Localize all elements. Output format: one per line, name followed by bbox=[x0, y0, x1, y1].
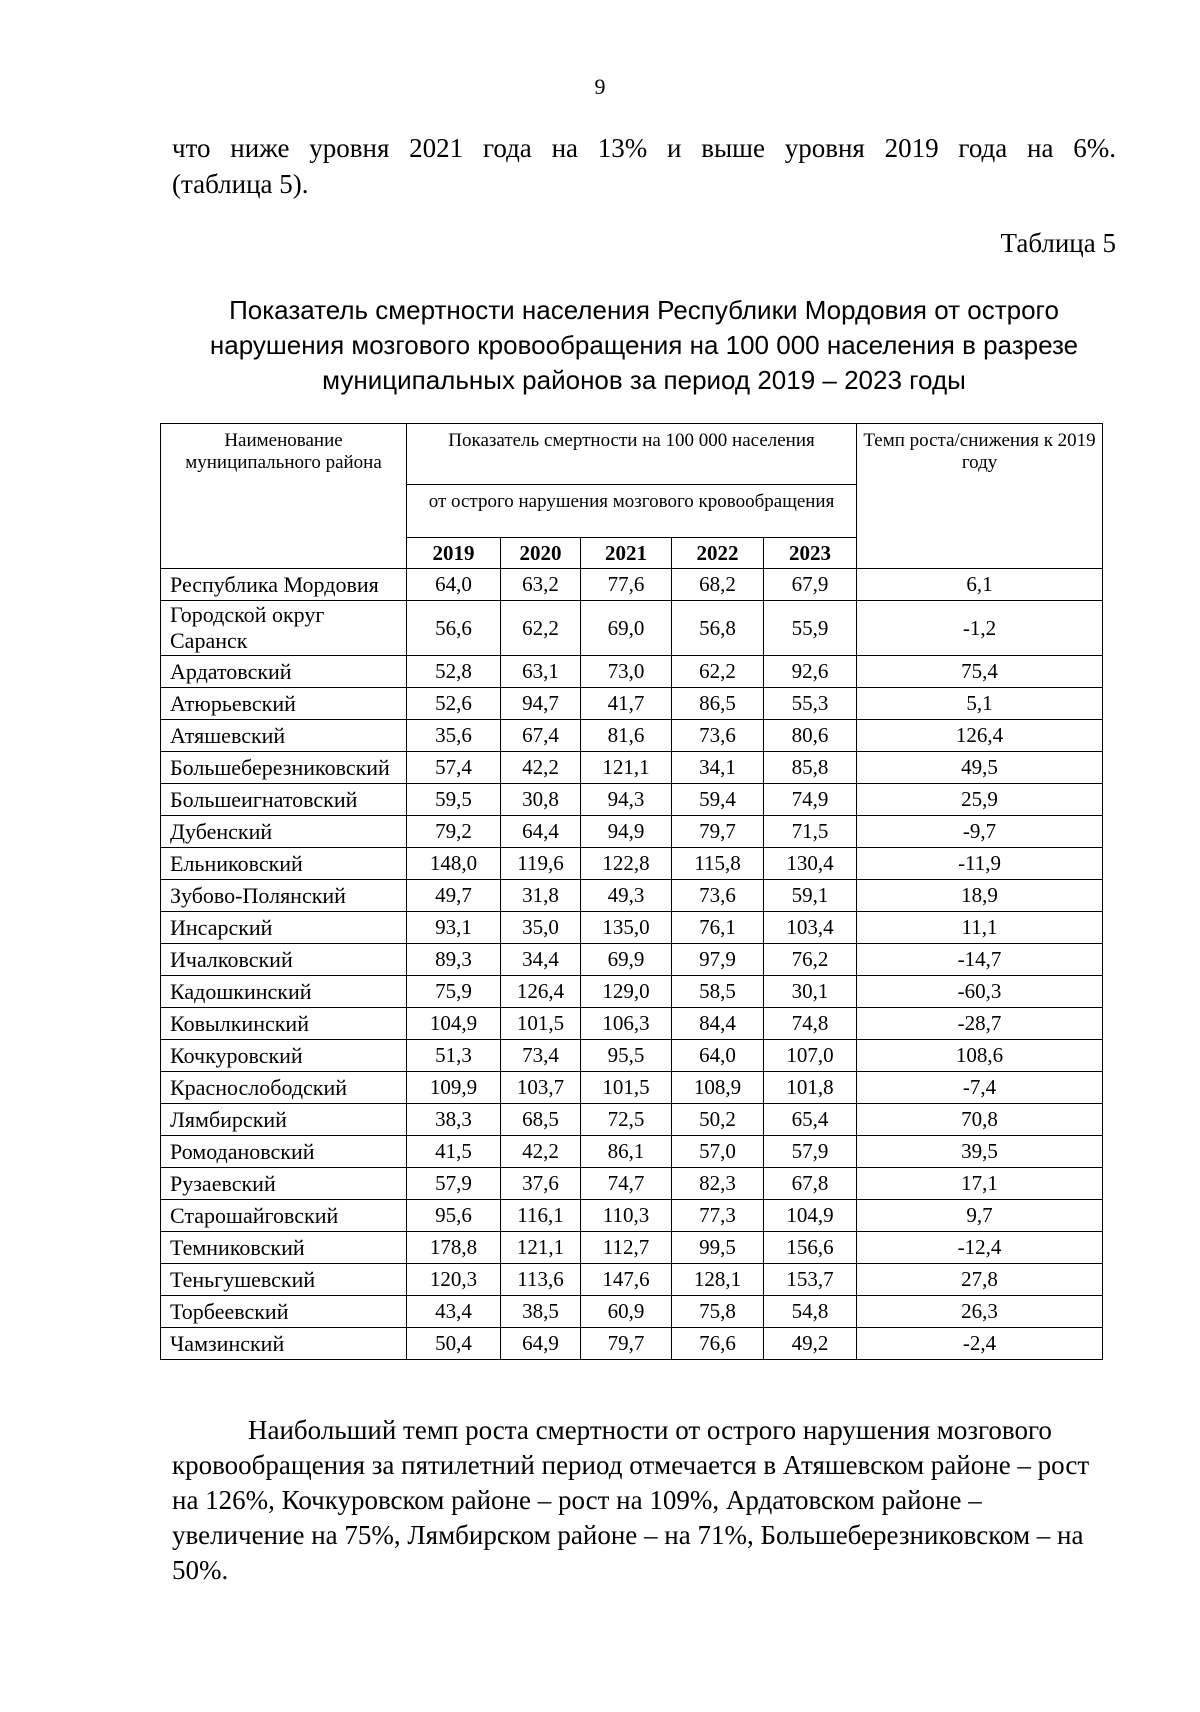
rate-cell: 75,4 bbox=[857, 656, 1103, 688]
value-cell-2020: 101,5 bbox=[501, 1008, 581, 1040]
district-name: Республика Мордовия bbox=[161, 569, 407, 601]
rate-cell: 11,1 bbox=[857, 912, 1103, 944]
table-row bbox=[161, 1264, 1103, 1296]
district-name: Краснослободский bbox=[161, 1072, 407, 1104]
value-cell-2019: 79,2 bbox=[407, 816, 501, 848]
value-cell-2023: 59,1 bbox=[764, 880, 857, 912]
value-cell-2021: 60,9 bbox=[581, 1296, 672, 1328]
rate-cell: -1,2 bbox=[857, 601, 1103, 656]
rate-cell: -11,9 bbox=[857, 848, 1103, 880]
value-cell-2022: 76,6 bbox=[672, 1328, 764, 1360]
rate-cell: 126,4 bbox=[857, 720, 1103, 752]
value-cell-2020: 42,2 bbox=[501, 1136, 581, 1168]
intro-line-2: (таблица 5). bbox=[172, 169, 309, 199]
district-name: Большеберезниковский bbox=[161, 752, 407, 784]
value-cell-2019: 148,0 bbox=[407, 848, 501, 880]
value-cell-2021: 69,0 bbox=[581, 601, 672, 656]
value-cell-2020: 42,2 bbox=[501, 752, 581, 784]
table-row bbox=[161, 816, 1103, 848]
table-row bbox=[161, 848, 1103, 880]
value-cell-2023: 130,4 bbox=[764, 848, 857, 880]
value-cell-2019: 109,9 bbox=[407, 1072, 501, 1104]
caption-line-2: нарушения мозгового кровообращения на 100 000 населения в разрезе bbox=[209, 330, 1079, 360]
value-cell-2022: 73,6 bbox=[672, 720, 764, 752]
value-cell-2019: 41,5 bbox=[407, 1136, 501, 1168]
header-district-name: Наименование муниципального района bbox=[161, 424, 407, 569]
value-cell-2023: 30,1 bbox=[764, 976, 857, 1008]
value-cell-2019: 35,6 bbox=[407, 720, 501, 752]
value-cell-2020: 64,4 bbox=[501, 816, 581, 848]
value-cell-2021: 86,1 bbox=[581, 1136, 672, 1168]
value-cell-2021: 95,5 bbox=[581, 1040, 672, 1072]
value-cell-2019: 178,8 bbox=[407, 1232, 501, 1264]
rate-cell: 25,9 bbox=[857, 784, 1103, 816]
rate-cell: -60,3 bbox=[857, 976, 1103, 1008]
value-cell-2019: 120,3 bbox=[407, 1264, 501, 1296]
value-cell-2022: 86,5 bbox=[672, 688, 764, 720]
district-name: Ковылкинский bbox=[161, 1008, 407, 1040]
value-cell-2021: 121,1 bbox=[581, 752, 672, 784]
rate-cell: 18,9 bbox=[857, 880, 1103, 912]
value-cell-2020: 62,2 bbox=[501, 601, 581, 656]
table-row bbox=[161, 1296, 1103, 1328]
district-name: Зубово-Полянский bbox=[161, 880, 407, 912]
value-cell-2019: 64,0 bbox=[407, 569, 501, 601]
value-cell-2023: 104,9 bbox=[764, 1200, 857, 1232]
district-name: Кадошкинский bbox=[161, 976, 407, 1008]
rate-cell: 39,5 bbox=[857, 1136, 1103, 1168]
district-name: Лямбирский bbox=[161, 1104, 407, 1136]
district-name: Кочкуровский bbox=[161, 1040, 407, 1072]
value-cell-2023: 67,9 bbox=[764, 569, 857, 601]
value-cell-2020: 34,4 bbox=[501, 944, 581, 976]
rate-cell: 6,1 bbox=[857, 569, 1103, 601]
value-cell-2023: 49,2 bbox=[764, 1328, 857, 1360]
value-cell-2022: 99,5 bbox=[672, 1232, 764, 1264]
district-name: Большеигнатовский bbox=[161, 784, 407, 816]
district-name: Ардатовский bbox=[161, 656, 407, 688]
conclusion-text: Наибольший темп роста смертности от острого нарушения мозгового кровообращения за пятилетний период отмечается в Атяшевском районе – рост на 126%, Кочкуровском районе – рост на 109%, Ардатовском районе – увеличение на 75%, Лямбирском районе – на 71%, Большеберезниковском – на 50%. bbox=[172, 1415, 1090, 1585]
mortality-table bbox=[160, 423, 1103, 1360]
district-name: Инсарский bbox=[161, 912, 407, 944]
rate-cell: 17,1 bbox=[857, 1168, 1103, 1200]
district-name: Теньгушевский bbox=[161, 1264, 407, 1296]
district-name: Дубенский bbox=[161, 816, 407, 848]
value-cell-2019: 57,4 bbox=[407, 752, 501, 784]
district-name: Рузаевский bbox=[161, 1168, 407, 1200]
value-cell-2020: 31,8 bbox=[501, 880, 581, 912]
value-cell-2020: 35,0 bbox=[501, 912, 581, 944]
table-row bbox=[161, 656, 1103, 688]
value-cell-2021: 94,3 bbox=[581, 784, 672, 816]
table-row bbox=[161, 688, 1103, 720]
table-row bbox=[161, 1232, 1103, 1264]
value-cell-2022: 58,5 bbox=[672, 976, 764, 1008]
value-cell-2022: 77,3 bbox=[672, 1200, 764, 1232]
table-row bbox=[161, 1040, 1103, 1072]
value-cell-2019: 51,3 bbox=[407, 1040, 501, 1072]
table-row bbox=[161, 569, 1103, 601]
value-cell-2023: 55,3 bbox=[764, 688, 857, 720]
value-cell-2021: 147,6 bbox=[581, 1264, 672, 1296]
rate-cell: -2,4 bbox=[857, 1328, 1103, 1360]
value-cell-2023: 92,6 bbox=[764, 656, 857, 688]
value-cell-2022: 59,4 bbox=[672, 784, 764, 816]
district-name: Чамзинский bbox=[161, 1328, 407, 1360]
table-row bbox=[161, 784, 1103, 816]
value-cell-2020: 68,5 bbox=[501, 1104, 581, 1136]
value-cell-2021: 112,7 bbox=[581, 1232, 672, 1264]
header-year-2021: 2021 bbox=[581, 538, 672, 569]
rate-cell: -12,4 bbox=[857, 1232, 1103, 1264]
value-cell-2020: 103,7 bbox=[501, 1072, 581, 1104]
value-cell-2020: 116,1 bbox=[501, 1200, 581, 1232]
value-cell-2020: 121,1 bbox=[501, 1232, 581, 1264]
value-cell-2020: 67,4 bbox=[501, 720, 581, 752]
rate-cell: 27,8 bbox=[857, 1264, 1103, 1296]
value-cell-2022: 97,9 bbox=[672, 944, 764, 976]
header-year-2022: 2022 bbox=[672, 538, 764, 569]
caption-line-3: муниципальных районов за период 2019 – 2023 годы bbox=[322, 365, 966, 395]
intro-paragraph bbox=[172, 130, 1116, 202]
value-cell-2023: 55,9 bbox=[764, 601, 857, 656]
value-cell-2022: 75,8 bbox=[672, 1296, 764, 1328]
value-cell-2021: 49,3 bbox=[581, 880, 672, 912]
value-cell-2021: 41,7 bbox=[581, 688, 672, 720]
value-cell-2022: 82,3 bbox=[672, 1168, 764, 1200]
value-cell-2022: 62,2 bbox=[672, 656, 764, 688]
value-cell-2022: 68,2 bbox=[672, 569, 764, 601]
value-cell-2020: 30,8 bbox=[501, 784, 581, 816]
rate-cell: 49,5 bbox=[857, 752, 1103, 784]
value-cell-2023: 80,6 bbox=[764, 720, 857, 752]
value-cell-2019: 52,6 bbox=[407, 688, 501, 720]
value-cell-2022: 64,0 bbox=[672, 1040, 764, 1072]
value-cell-2020: 38,5 bbox=[501, 1296, 581, 1328]
value-cell-2022: 34,1 bbox=[672, 752, 764, 784]
value-cell-2023: 76,2 bbox=[764, 944, 857, 976]
value-cell-2021: 77,6 bbox=[581, 569, 672, 601]
rate-cell: -9,7 bbox=[857, 816, 1103, 848]
district-name: Темниковский bbox=[161, 1232, 407, 1264]
header-year-2019: 2019 bbox=[407, 538, 501, 569]
value-cell-2023: 57,9 bbox=[764, 1136, 857, 1168]
value-cell-2023: 67,8 bbox=[764, 1168, 857, 1200]
value-cell-2021: 79,7 bbox=[581, 1328, 672, 1360]
value-cell-2021: 81,6 bbox=[581, 720, 672, 752]
district-name: Городской округ Саранск bbox=[161, 601, 407, 656]
value-cell-2022: 108,9 bbox=[672, 1072, 764, 1104]
value-cell-2019: 59,5 bbox=[407, 784, 501, 816]
value-cell-2022: 76,1 bbox=[672, 912, 764, 944]
header-year-2023: 2023 bbox=[764, 538, 857, 569]
header-subgroup: от острого нарушения мозгового кровообращения bbox=[407, 485, 857, 538]
district-name: Ромодановский bbox=[161, 1136, 407, 1168]
value-cell-2021: 72,5 bbox=[581, 1104, 672, 1136]
rate-cell: 70,8 bbox=[857, 1104, 1103, 1136]
value-cell-2019: 95,6 bbox=[407, 1200, 501, 1232]
value-cell-2020: 37,6 bbox=[501, 1168, 581, 1200]
value-cell-2022: 50,2 bbox=[672, 1104, 764, 1136]
table-row bbox=[161, 1136, 1103, 1168]
header-rate: Темп роста/снижения к 2019 году bbox=[857, 424, 1103, 569]
district-name: Атяшевский bbox=[161, 720, 407, 752]
table-row bbox=[161, 944, 1103, 976]
value-cell-2021: 69,9 bbox=[581, 944, 672, 976]
value-cell-2023: 71,5 bbox=[764, 816, 857, 848]
district-name: Ельниковский bbox=[161, 848, 407, 880]
district-name: Торбеевский bbox=[161, 1296, 407, 1328]
table-row bbox=[161, 720, 1103, 752]
rate-cell: 108,6 bbox=[857, 1040, 1103, 1072]
table-row bbox=[161, 880, 1103, 912]
rate-cell: 9,7 bbox=[857, 1200, 1103, 1232]
value-cell-2020: 94,7 bbox=[501, 688, 581, 720]
value-cell-2019: 52,8 bbox=[407, 656, 501, 688]
value-cell-2021: 122,8 bbox=[581, 848, 672, 880]
table-row bbox=[161, 601, 1103, 656]
district-name: Старошайговский bbox=[161, 1200, 407, 1232]
value-cell-2023: 85,8 bbox=[764, 752, 857, 784]
value-cell-2020: 113,6 bbox=[501, 1264, 581, 1296]
value-cell-2019: 75,9 bbox=[407, 976, 501, 1008]
table-row bbox=[161, 1328, 1103, 1360]
value-cell-2023: 54,8 bbox=[764, 1296, 857, 1328]
value-cell-2021: 129,0 bbox=[581, 976, 672, 1008]
value-cell-2023: 65,4 bbox=[764, 1104, 857, 1136]
table-row bbox=[161, 1072, 1103, 1104]
rate-cell: 26,3 bbox=[857, 1296, 1103, 1328]
value-cell-2020: 126,4 bbox=[501, 976, 581, 1008]
value-cell-2022: 115,8 bbox=[672, 848, 764, 880]
table-row bbox=[161, 912, 1103, 944]
rate-cell: -14,7 bbox=[857, 944, 1103, 976]
value-cell-2023: 103,4 bbox=[764, 912, 857, 944]
page-number: 9 bbox=[594, 74, 606, 99]
value-cell-2023: 101,8 bbox=[764, 1072, 857, 1104]
value-cell-2019: 49,7 bbox=[407, 880, 501, 912]
value-cell-2019: 89,3 bbox=[407, 944, 501, 976]
table-row bbox=[161, 1200, 1103, 1232]
value-cell-2023: 156,6 bbox=[764, 1232, 857, 1264]
value-cell-2022: 79,7 bbox=[672, 816, 764, 848]
value-cell-2022: 56,8 bbox=[672, 601, 764, 656]
table-caption bbox=[172, 293, 1116, 398]
value-cell-2019: 43,4 bbox=[407, 1296, 501, 1328]
intro-line-1: что ниже уровня 2021 года на 13% и выше уровня 2019 года на 6%. bbox=[172, 133, 1116, 163]
table-row bbox=[161, 1104, 1103, 1136]
value-cell-2020: 73,4 bbox=[501, 1040, 581, 1072]
value-cell-2023: 74,9 bbox=[764, 784, 857, 816]
value-cell-2019: 38,3 bbox=[407, 1104, 501, 1136]
value-cell-2019: 50,4 bbox=[407, 1328, 501, 1360]
value-cell-2021: 135,0 bbox=[581, 912, 672, 944]
district-name: Атюрьевский bbox=[161, 688, 407, 720]
table-row bbox=[161, 976, 1103, 1008]
value-cell-2019: 56,6 bbox=[407, 601, 501, 656]
table-row bbox=[161, 752, 1103, 784]
district-name: Ичалковский bbox=[161, 944, 407, 976]
conclusion-paragraph bbox=[172, 1413, 1116, 1588]
value-cell-2021: 94,9 bbox=[581, 816, 672, 848]
value-cell-2019: 104,9 bbox=[407, 1008, 501, 1040]
table-label: Таблица 5 bbox=[1000, 228, 1116, 258]
rate-cell: -28,7 bbox=[857, 1008, 1103, 1040]
value-cell-2019: 57,9 bbox=[407, 1168, 501, 1200]
table-row bbox=[161, 1008, 1103, 1040]
caption-line-1: Показатель смертности населения Республики Мордовия от острого bbox=[229, 295, 1059, 325]
value-cell-2021: 74,7 bbox=[581, 1168, 672, 1200]
header-indicator: Показатель смертности на 100 000 населения bbox=[407, 424, 857, 485]
value-cell-2020: 119,6 bbox=[501, 848, 581, 880]
value-cell-2020: 63,1 bbox=[501, 656, 581, 688]
value-cell-2021: 110,3 bbox=[581, 1200, 672, 1232]
value-cell-2021: 73,0 bbox=[581, 656, 672, 688]
value-cell-2022: 84,4 bbox=[672, 1008, 764, 1040]
rate-cell: 5,1 bbox=[857, 688, 1103, 720]
value-cell-2023: 74,8 bbox=[764, 1008, 857, 1040]
value-cell-2023: 153,7 bbox=[764, 1264, 857, 1296]
value-cell-2021: 106,3 bbox=[581, 1008, 672, 1040]
value-cell-2021: 101,5 bbox=[581, 1072, 672, 1104]
value-cell-2020: 64,9 bbox=[501, 1328, 581, 1360]
value-cell-2022: 73,6 bbox=[672, 880, 764, 912]
header-year-2020: 2020 bbox=[501, 538, 581, 569]
value-cell-2022: 128,1 bbox=[672, 1264, 764, 1296]
value-cell-2023: 107,0 bbox=[764, 1040, 857, 1072]
value-cell-2020: 63,2 bbox=[501, 569, 581, 601]
table-row bbox=[161, 1168, 1103, 1200]
value-cell-2022: 57,0 bbox=[672, 1136, 764, 1168]
rate-cell: -7,4 bbox=[857, 1072, 1103, 1104]
value-cell-2019: 93,1 bbox=[407, 912, 501, 944]
